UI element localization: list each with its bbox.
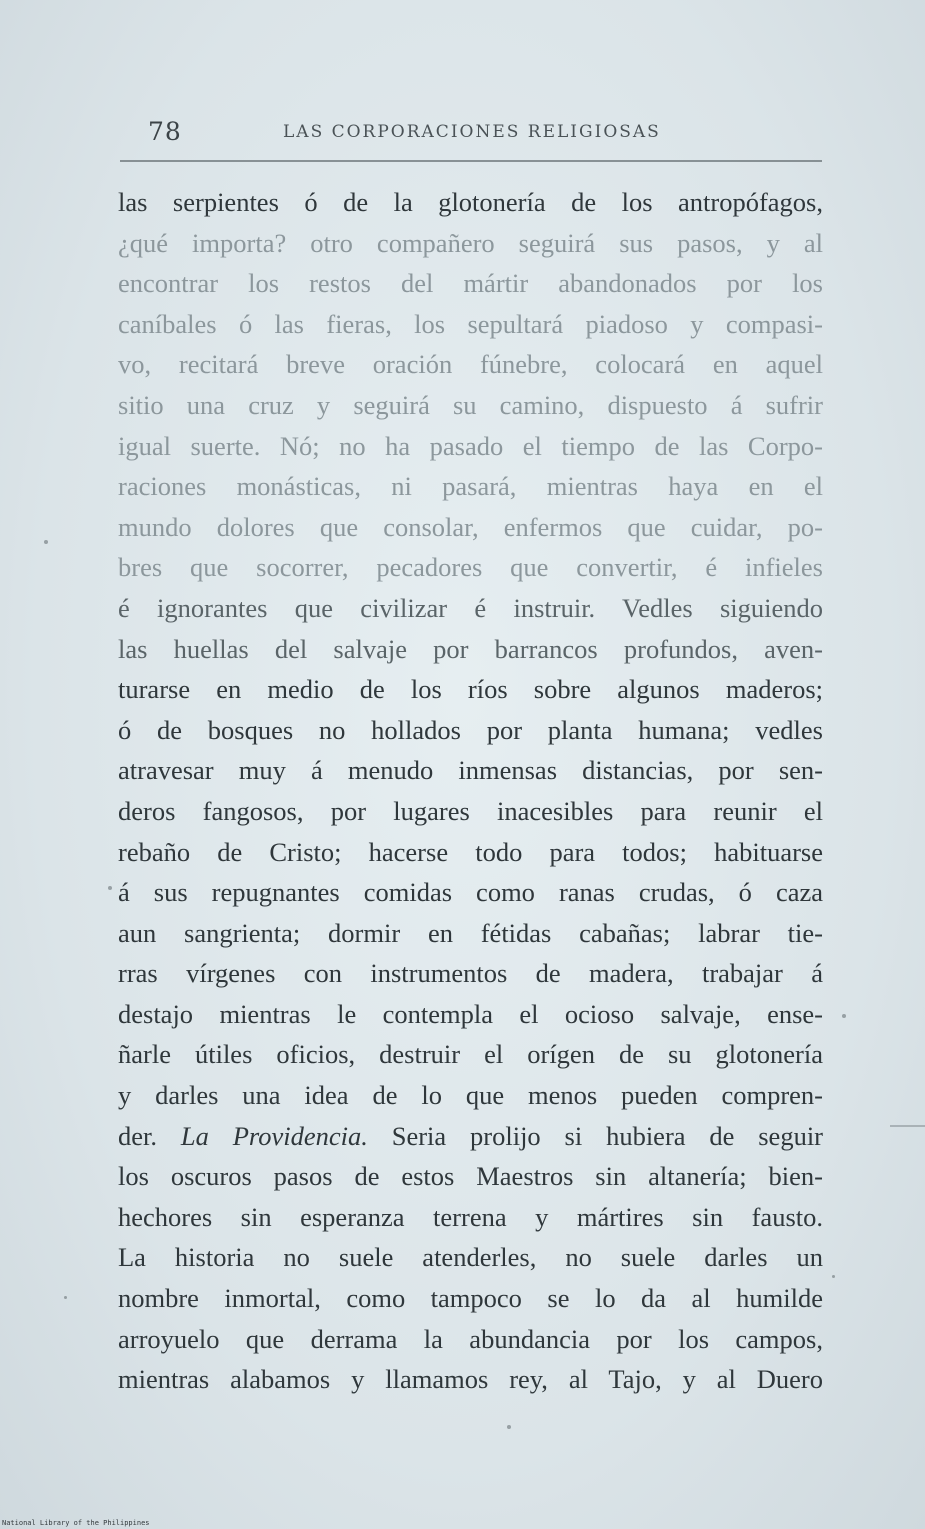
text-line: é ignorantes que civilizar é instruir. Vedles siguiendo [118,592,823,623]
text-line: á sus repugnantes comidas como ranas crudas, ó caza [118,877,823,908]
text-line: destajo mientras le contempla el ocioso salvaje, ense- [118,998,823,1029]
header-rule [120,160,822,162]
library-credit: National Library of the Philippines [2,1519,150,1527]
text-line: rras vírgenes con instrumentos de madera, trabajar á [118,958,823,989]
text-line: nombre inmortal, como tampoco se lo da al humilde [118,1283,823,1314]
text-line: La historia no suele atenderles, no suele darles un [118,1242,823,1273]
text-line: caníbales ó las fieras, los sepultará piadoso y compasi- [118,308,823,339]
text-line: aun sangrienta; dormir en fétidas cabañas; labrar tie- [118,917,823,948]
text-line: mundo dolores que consolar, enfermos que cuidar, po- [118,511,823,542]
text-line: encontrar los restos del mártir abandonados por los [118,268,823,299]
text-line: mientras alabamos y llamamos rey, al Tajo, y al Duero [118,1364,823,1395]
text-line: sitio una cruz y seguirá su camino, dispuesto á sufrir [118,389,823,420]
scan-speck [108,886,112,890]
scan-speck [832,1275,835,1278]
scan-speck [44,540,48,544]
text-line: deros fangosos, por lugares inacesibles para reunir el [118,795,823,826]
text-line: raciones monásticas, ni pasará, mientras haya en el [118,471,823,502]
text-line: las serpientes ó de la glotonería de los antropófagos, [118,187,823,217]
scan-speck [64,1296,67,1299]
line-lead: der. [118,1120,157,1151]
text-line-with-italic [118,1116,823,1157]
text-line: igual suerte. Nó; no ha pasado el tiempo de las Corpo- [118,430,823,461]
text-line: ¿qué importa? otro compañero seguirá sus pasos, y al [118,227,823,258]
body-text [118,182,823,1400]
scan-speck [842,1014,846,1018]
text-line: rebaño de Cristo; hacerse todo para todos; habituarse [118,836,823,867]
running-title: LAS CORPORACIONES RELIGIOSAS [283,122,661,142]
text-line: atravesar muy á menudo inmensas distancias, por sen- [118,755,823,786]
scan-speck [507,1425,511,1429]
italic-title: La Providencia. [180,1120,368,1151]
text-line: las huellas del salvaje por barrancos profundos, aven- [118,633,823,664]
text-line: y darles una idea de lo que menos pueden compren- [118,1080,823,1111]
line-rest: Seria prolijo si hubiera de seguir [391,1120,824,1151]
text-line: arroyuelo que derrama la abundancia por los campos, [118,1323,823,1354]
text-line: turarse en medio de los ríos sobre algunos maderos; [118,674,823,705]
text-line: bres que socorrer, pecadores que convertir, é infieles [118,552,823,583]
text-line: los oscuros pasos de estos Maestros sin altanería; bien- [118,1161,823,1192]
text-line: hechores sin esperanza terrena y mártires sin fausto. [118,1201,823,1232]
text-line: ñarle útiles oficios, destruir el orígen de su glotonería [118,1039,823,1070]
page-number: 78 [148,117,182,146]
text-line: vo, recitará breve oración fúnebre, colocará en aquel [118,349,823,380]
scan-edge-mark [890,1125,925,1127]
text-line: ó de bosques no hollados por planta humana; vedles [118,714,823,745]
